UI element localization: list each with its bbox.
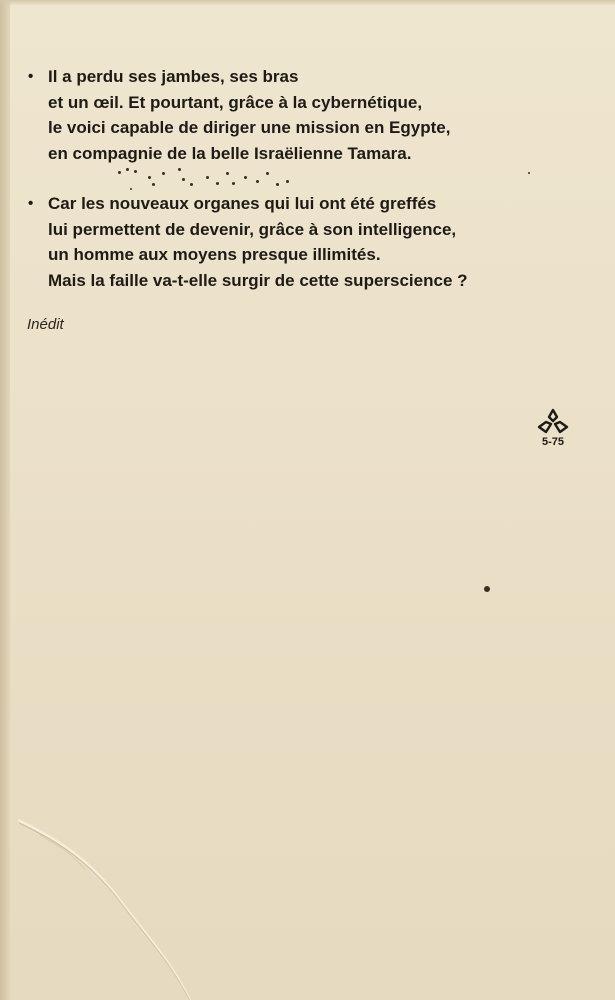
ink-spot (484, 586, 490, 592)
blurb-paragraph-2 (28, 191, 568, 293)
blurb-paragraph-1 (28, 64, 568, 166)
publisher-star-logo-icon (536, 407, 570, 435)
blurb-text-1: Il a perdu ses jambes, ses bras et un œil. Et pourtant, grâce à la cybernétique, le voici capable de diriger une mission en Egypte, en compagnie de la belle Israëlienne Tamara. (48, 67, 451, 163)
publisher-code: 5-75 (541, 436, 565, 448)
blurb-text-2: Car les nouveaux organes qui lui ont été greffés lui permettent de devenir, grâce à son intelligence, un homme aux moyens presque illimités. Mais la faille va-t-elle surgir de cette superscience ? (48, 194, 468, 290)
edition-note: Inédit (27, 316, 64, 333)
bullet: • (28, 195, 34, 212)
publisher-logo (533, 407, 573, 448)
bullet: • (28, 68, 34, 85)
